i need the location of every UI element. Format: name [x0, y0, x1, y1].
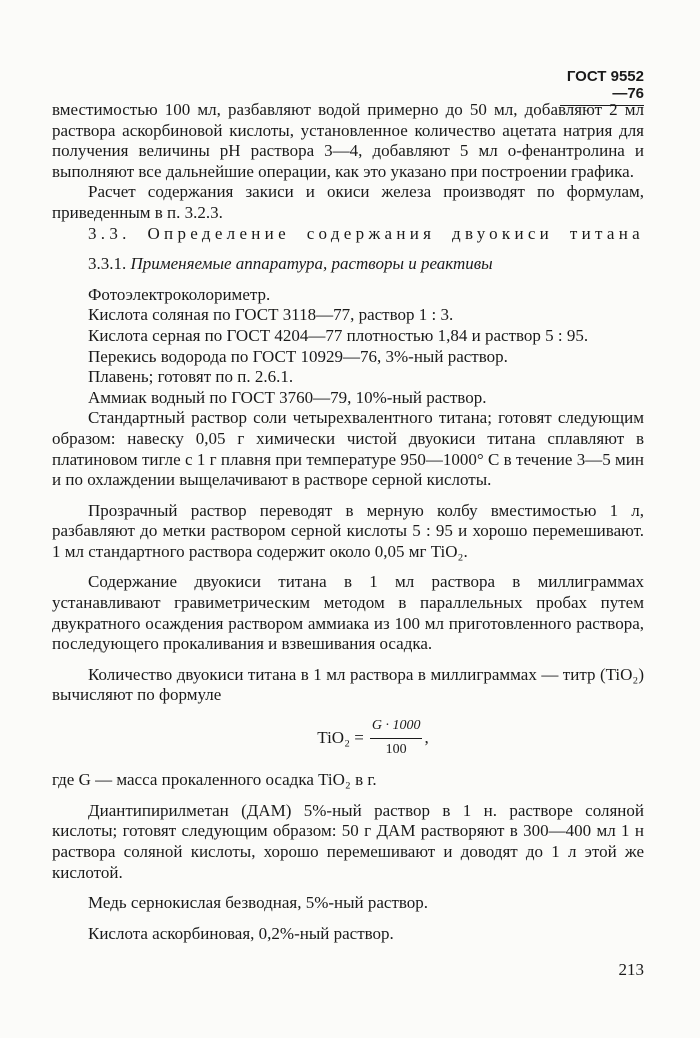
paragraph: вместимостью 100 мл, разбавляют водой примерно до 50 мл, добавляют 2 мл раствора аскорбиновой кислоты, установленное количество ацетата натрия для получения величины рН раствора 3—4, добавляют 5 мл о-фенантролина и выполняют все дальнейшие операции, как это указано при построении графика.: [52, 100, 644, 181]
section-heading: [52, 224, 644, 245]
paragraph: Кислота серная по ГОСТ 4204—77 плотностью 1,84 и раствор 5 : 95.: [88, 325, 589, 345]
subsection-number: 3.3.1.: [88, 254, 127, 274]
section-title: Определение содержания двуокиси титана: [147, 223, 644, 243]
page-number: 213: [618, 960, 644, 979]
formula-tail: ,: [424, 727, 429, 747]
paragraph: Содержание двуокиси титана в 1 мл раствора в миллиграммах устанавливают гравиметрическим методом в параллельных пробах путем двукратного осаждения раствором аммиака из 100 мл приготовленного раствора, последующего прокаливания и взвешивания осадка.: [52, 572, 644, 654]
paragraph: Прозрачный раствор переводят в мерную колбу вместимостью 1 л, разбавляют до метки раствором серной кислоты 5 : 95 и хорошо перемешивают. 1 мл стандартного раствора содержит около 0,05 мг TiO₂.: [52, 500, 644, 561]
paragraph: Фотоэлектроколориметр.: [88, 284, 271, 304]
document-body: [52, 100, 644, 944]
formula: [102, 716, 644, 760]
paragraph: Кислота соляная по ГОСТ 3118—77, раствор 1 : 3.: [88, 305, 454, 325]
running-header: ГОСТ 9552—76: [560, 68, 644, 106]
paragraph: Стандартный раствор соли четырехвалентного титана; готовят следующим образом: навеску 0,05 г химически чистой двуокиси титана сплавляют в платиновом тигле с 1 г плавня при температуре 950—1000° С в течение 3—5 мин и по охлаждении выщелачивают в растворе серной кислоты.: [52, 408, 644, 490]
formula-denominator: 100: [385, 741, 407, 757]
formula-lhs: TiO₂ =: [317, 727, 364, 747]
paragraph: Медь сернокислая безводная, 5%-ный раствор.: [88, 893, 429, 913]
paragraph: где G — масса прокаленного осадка TiO₂ в г.: [52, 770, 377, 790]
section-number: 3.3.: [88, 223, 131, 243]
paragraph: Кислота аскорбиновая, 0,2%-ный раствор.: [88, 923, 394, 943]
subsection-title: Применяемые аппаратура, растворы и реактивы: [130, 254, 493, 274]
paragraph: Диантипирилметан (ДАМ) 5%-ный раствор в 1 н. растворе соляной кислоты; готовят следующим образом: 50 г ДАМ растворяют в 300—400 мл 1 н раствора соляной кислоты, хорошо перемешивают и доводят до 1 л этой же кислотой.: [52, 800, 644, 882]
subsection-heading: [52, 254, 644, 275]
paragraph: Расчет содержания закиси и окиси железа производят по формулам, приведенным в п. 3.2.3.: [52, 182, 644, 222]
paragraph: Перекись водорода по ГОСТ 10929—76, 3%-ный раствор.: [88, 346, 508, 366]
paragraph: Плавень; готовят по п. 2.6.1.: [88, 367, 294, 387]
formula-numerator: G · 1000: [370, 716, 423, 739]
paragraph: Аммиак водный по ГОСТ 3760—79, 10%-ный раствор.: [88, 387, 487, 407]
formula-fraction: [370, 716, 423, 760]
paragraph: Количество двуокиси титана в 1 мл раствора в миллиграммах — титр (TiO₂) вычисляют по формуле: [52, 664, 644, 705]
